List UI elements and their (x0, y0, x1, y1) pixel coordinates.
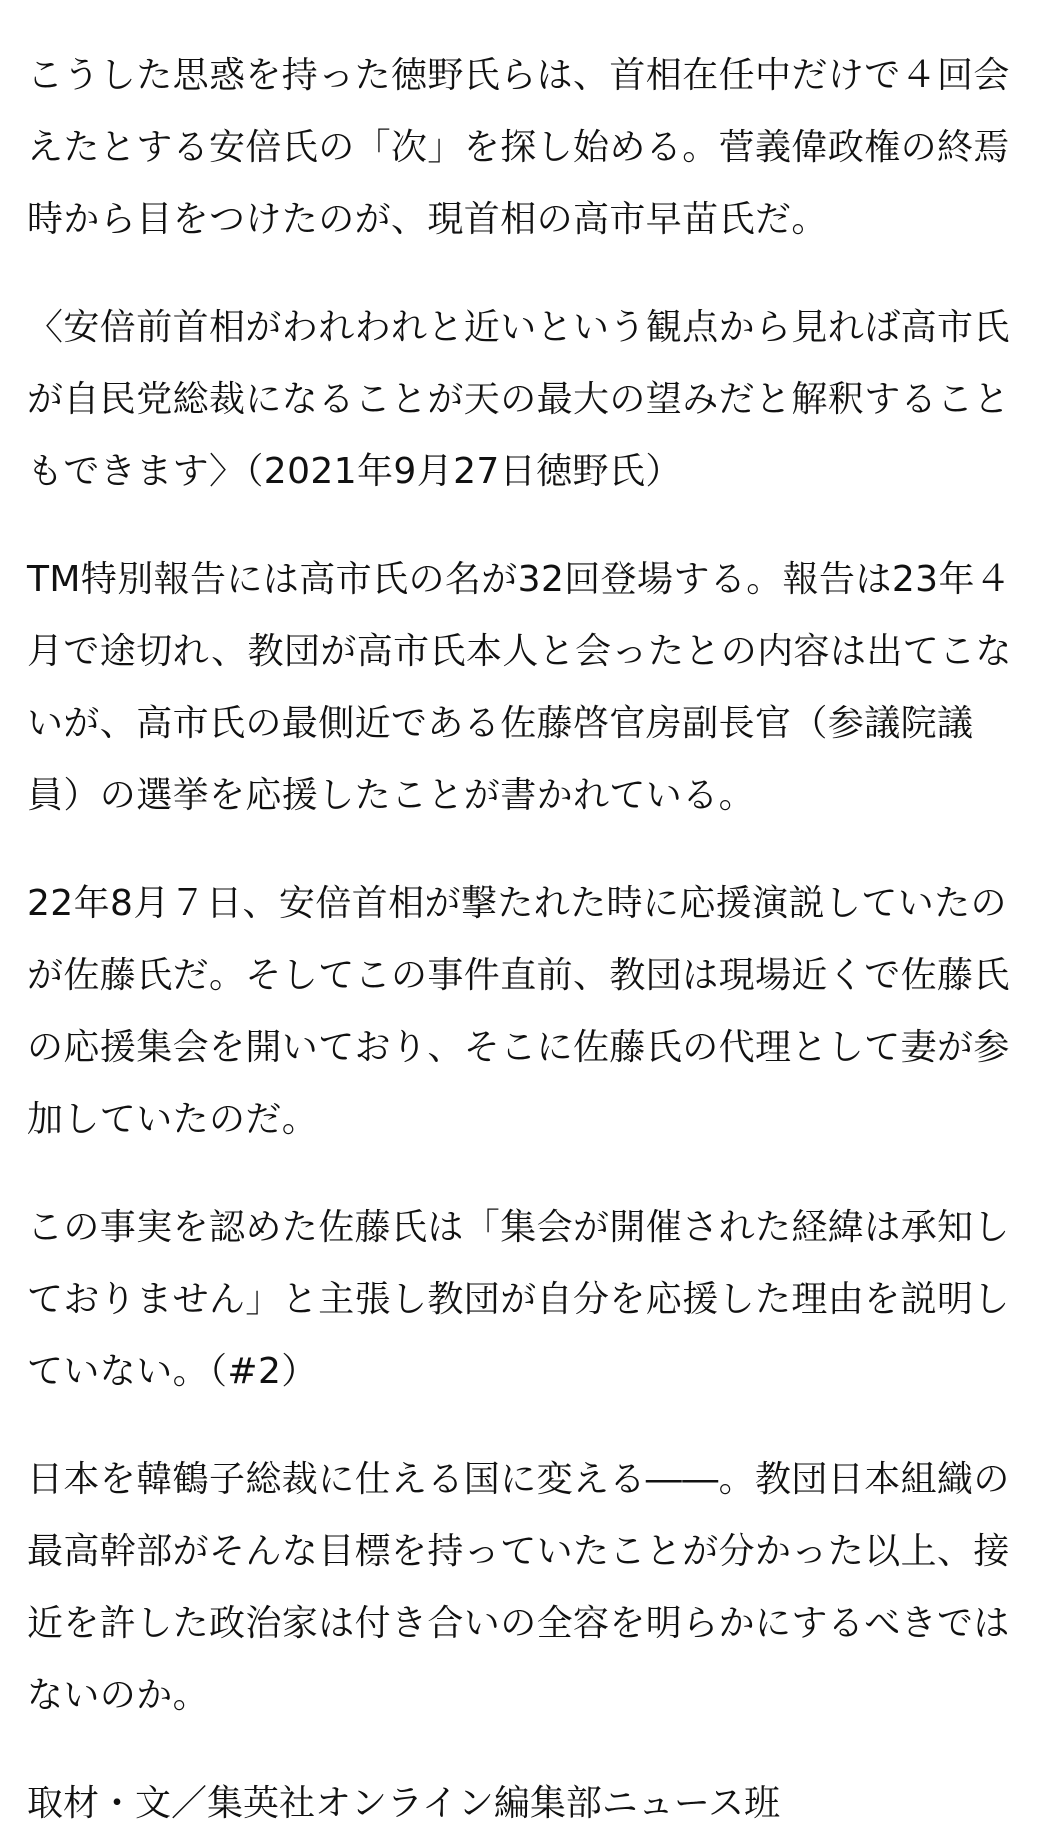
paragraph-5 (27, 1192, 1027, 1408)
paragraph-6 (27, 1444, 1027, 1732)
text-line: TM特別報告には高市氏の名が32回登場する。報告は23年４ (27, 559, 1012, 600)
text-line: 加していたのだ。 (27, 1099, 319, 1140)
text-line: 員）の選挙を応援したことが書かれている。 (27, 775, 756, 816)
text-line: この事実を認めた佐藤氏は「集会が開催された経緯は承知し (27, 1207, 1010, 1248)
article-body (27, 40, 1027, 1840)
text-line: 〈安倍前首相がわれわれと近いという観点から見れば高市氏 (27, 307, 1010, 348)
text-line: ていない。（#2） (27, 1351, 318, 1392)
text-line: 月で途切れ、教団が高市氏本人と会ったとの内容は出てこな (27, 631, 1012, 672)
paragraph-2-quote (27, 292, 1027, 508)
article-credit: 取材・文／集英社オンライン編集部ニュース班 (27, 1783, 781, 1824)
text-line: が自民党総裁になることが天の最大の望みだと解釈すること (27, 379, 1010, 420)
text-line: えたとする安倍氏の「次」を探し始める。菅義偉政権の終焉 (27, 127, 1010, 168)
text-line: こうした思惑を持った徳野氏らは、首相在任中だけで４回会 (27, 55, 1010, 96)
paragraph-3 (27, 544, 1027, 832)
text-line: 22年8月７日、安倍首相が撃たれた時に応援演説していたの (27, 883, 1007, 924)
text-line: ておりません」と主張し教団が自分を応援した理由を説明し (27, 1279, 1010, 1320)
text-line: 時から目をつけたのが、現首相の高市早苗氏だ。 (27, 199, 828, 240)
text-line: 最高幹部がそんな目標を持っていたことが分かった以上、接 (27, 1531, 1010, 1572)
text-line: ないのか。 (27, 1675, 210, 1716)
text-line: 近を許した政治家は付き合いの全容を明らかにするべきでは (27, 1603, 1010, 1644)
paragraph-1 (27, 40, 1027, 256)
text-line: が佐藤氏だ。そしてこの事件直前、教団は現場近くで佐藤氏 (27, 955, 1010, 996)
paragraph-4 (27, 868, 1027, 1156)
text-line: の応援集会を開いており、そこに佐藤氏の代理として妻が参 (27, 1027, 1010, 1068)
text-line: もできます〉（2021年9月27日徳野氏） (27, 451, 682, 492)
text-line: いが、高市氏の最側近である佐藤啓官房副長官（参議院議 (27, 703, 974, 744)
text-line: 日本を韓鶴子総裁に仕える国に変える――。教団日本組織の (27, 1459, 1010, 1500)
